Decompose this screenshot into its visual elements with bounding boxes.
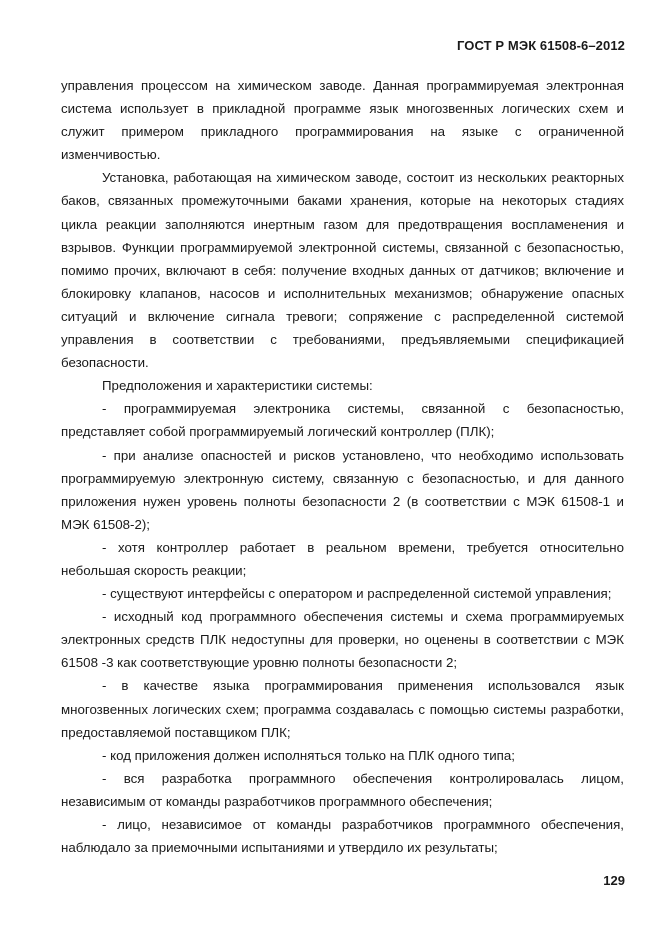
list-item: - лицо, независимое от команды разработчиков программного обеспечения, наблюдало за приемочными испытаниями и утвердило их результаты; <box>61 817 624 856</box>
list-item: - программируемая электроника системы, связанной с безопасностью, представляет собой программируемый логический контроллер (ПЛК); <box>61 401 624 440</box>
list-item: - код приложения должен исполняться только на ПЛК одного типа; <box>102 747 515 763</box>
page-body <box>61 74 624 859</box>
list-item: - существуют интерфейсы с оператором и распределенной системой управления; <box>102 586 612 602</box>
list-item: - вся разработка программного обеспечения контролировалась лицом, независимым от команды разработчиков программного обеспечения; <box>61 770 624 809</box>
document-header: ГОСТ Р МЭК 61508-6–2012 <box>457 38 625 53</box>
paragraph-continuation: управления процессом на химическом заводе. Данная программируемая электронная система использует в прикладной программе язык многозвенных логических схем и служит примером прикладного программирования на языке с ограниченной изменчивостью. <box>61 78 624 163</box>
list-item: - хотя контроллер работает в реальном времени, требуется относительно небольшая скорость реакции; <box>61 539 624 578</box>
list-item: - в качестве языка программирования применения использовался язык многозвенных логических схем; программа создавалась с помощью системы разработки, предоставляемой поставщиком ПЛК; <box>61 678 624 740</box>
paragraph-plant-description: Установка, работающая на химическом заводе, состоит из нескольких реакторных баков, связанных промежуточными баками хранения, которые на некоторых стадиях цикла реакции заполняются инертным газом для предотвращения воспламенения и взрывов. Функции программируемой электронной системы, связанной с безопасностью, помимо прочих, включают в себя: получение входных данных от датчиков; включение и блокировку клапанов, насосов и исполнительных механизмов; обнаружение опасных ситуаций и включение сигнала тревоги; сопряжение с распределенной системой управления в соответствии с требованиями, предъявляемыми спецификацией безопасности. <box>61 170 624 371</box>
list-item: - при анализе опасностей и рисков установлено, что необходимо использовать программируемую электронную систему, связанную с безопасностью, и для данного приложения нужен уровень полноты безопасности 2 (в соответствии с МЭК 61508-1 и МЭК 61508-2); <box>61 447 624 532</box>
page-number: 129 <box>603 873 625 888</box>
paragraph-assumptions-heading: Предположения и характеристики системы: <box>102 378 373 394</box>
list-item: - исходный код программного обеспечения системы и схема программируемых электронных средств ПЛК недоступны для проверки, но оценены в соответствии с МЭК 61508 -3 как соответствующие уровню полноты безопасности 2; <box>61 609 624 671</box>
